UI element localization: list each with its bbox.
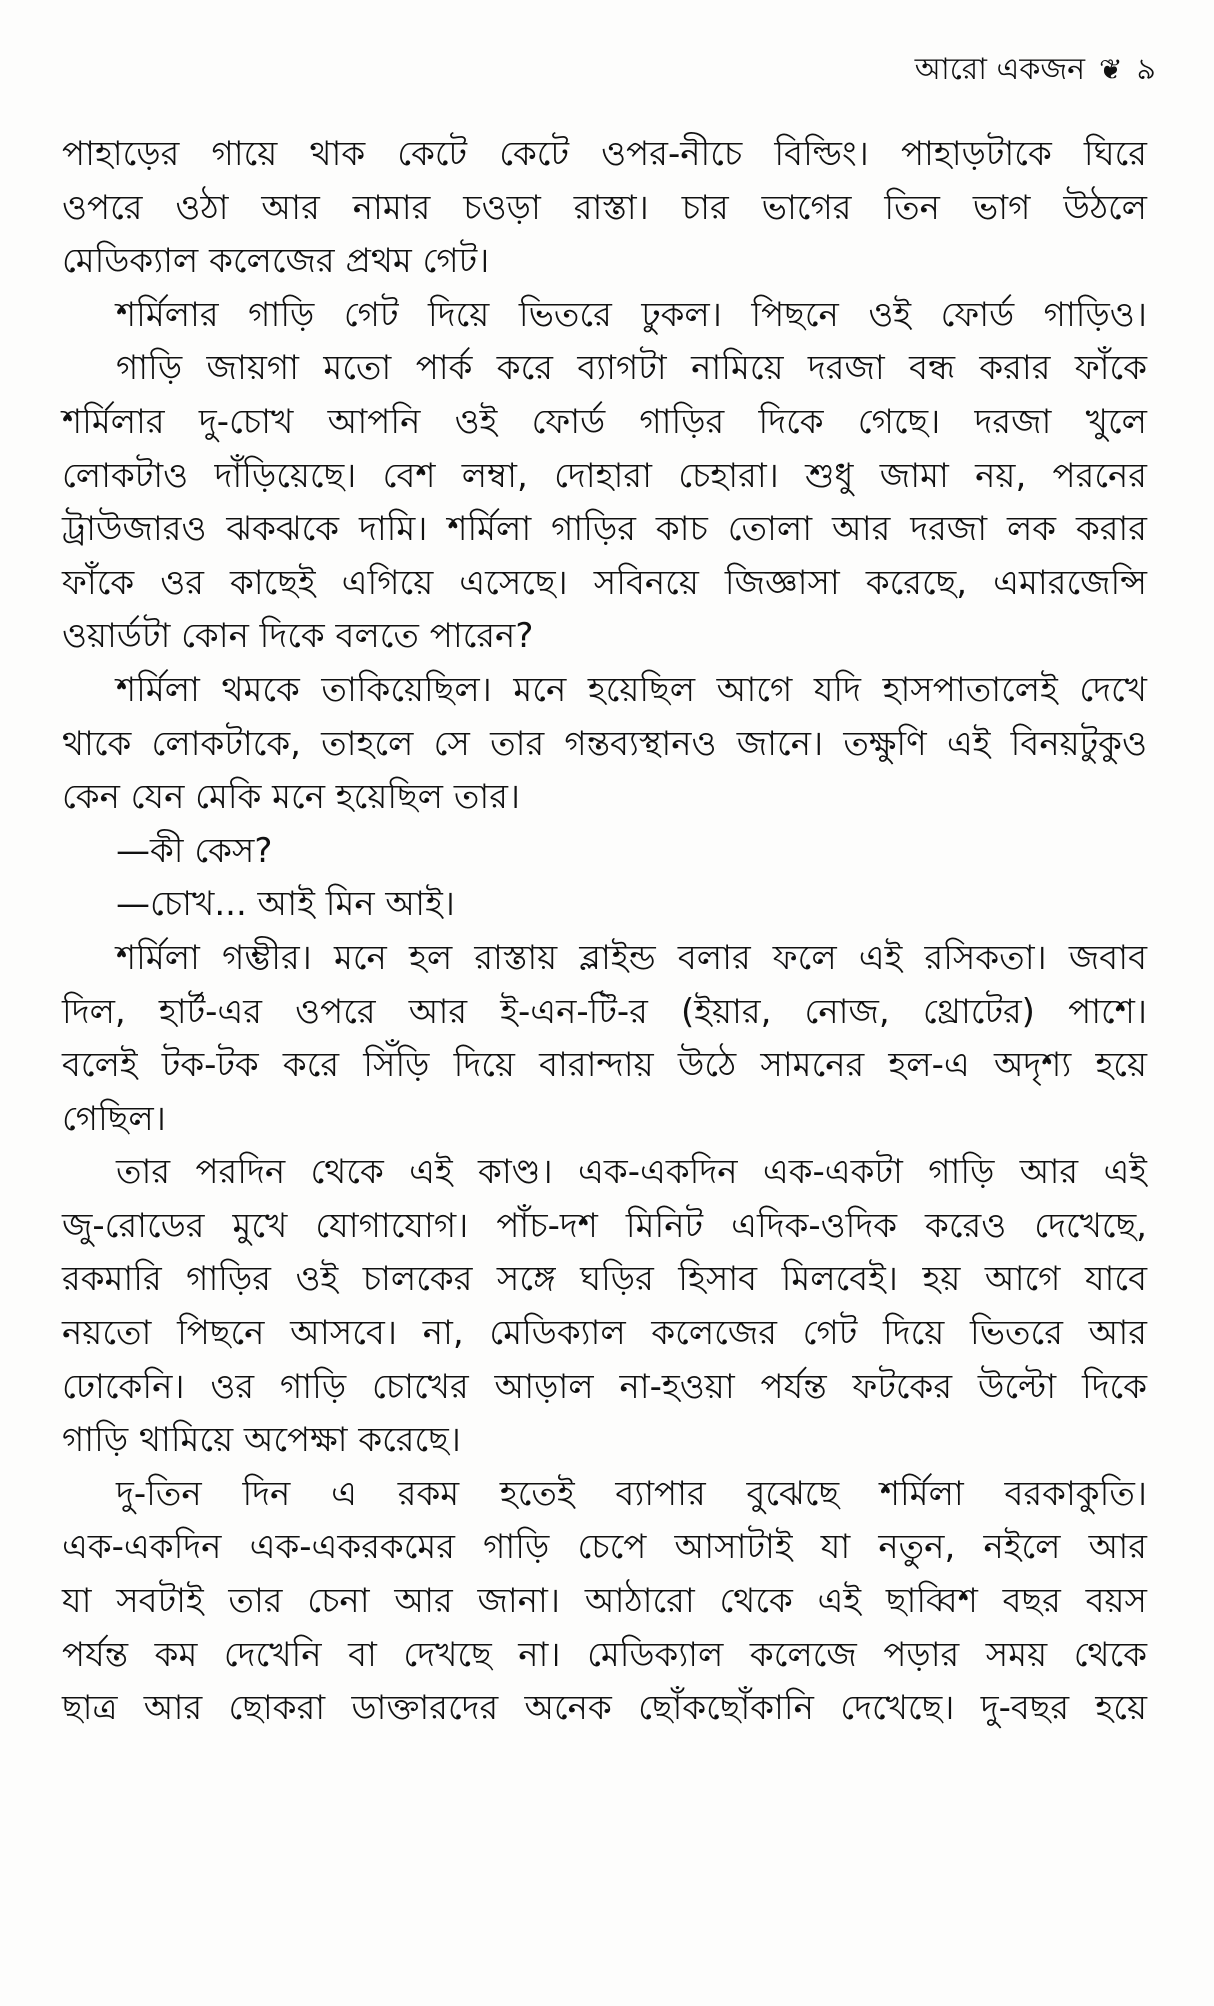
- paragraph-start-line: তার পরদিন থেকে এই কাণ্ড। এক-একদিন এক-একটা গাড়ি আর এই: [116, 1152, 1147, 1193]
- text-line: পর্যন্ত কম দেখেনি বা দেখছে না। মেডিক্যাল কলেজে পড়ার সময় থেকে: [62, 1634, 1147, 1675]
- text-line: ছাত্র আর ছোকরা ডাক্তারদের অনেক ছোঁকছোঁকানি দেখেছে। দু-বছর হয়ে: [62, 1688, 1147, 1729]
- page-number: ৯: [1136, 51, 1156, 87]
- running-header: [915, 48, 1156, 92]
- paragraph-start-line: শর্মিলা থমকে তাকিয়েছিল। মনে হয়েছিল আগে যদি হাসপাতালেই দেখে: [116, 669, 1147, 710]
- paragraph-start-line: শর্মিলা গম্ভীর। মনে হল রাস্তায় ব্লাইন্ড বলার ফলে এই রসিকতা। জবাব: [116, 937, 1147, 978]
- book-title: আরো একজন: [914, 51, 1086, 87]
- dialogue-line: —চোখ... আই মিন আই।: [116, 884, 455, 925]
- paragraph-start-line: গাড়ি জায়গা মতো পার্ক করে ব্যাগটা নামিয়ে দরজা বন্ধ করার ফাঁকে: [116, 348, 1147, 389]
- text-line: গাড়ি থামিয়ে অপেক্ষা করেছে।: [62, 1420, 461, 1461]
- text-line: রকমারি গাড়ির ওই চালকের সঙ্গে ঘড়ির হিসাব মিলবেই। হয় আগে যাবে: [62, 1259, 1147, 1300]
- dialogue-line: —কী কেস?: [116, 830, 273, 871]
- text-line: ঢোকেনি। ওর গাড়ি চোখের আড়াল না-হওয়া পর্যন্ত ফটকের উল্টো দিকে: [62, 1366, 1147, 1407]
- heart-ornament-icon: ❦: [1099, 53, 1123, 86]
- text-line: গেছিল।: [62, 1098, 166, 1139]
- text-line: ওপরে ওঠা আর নামার চওড়া রাস্তা। চার ভাগের তিন ভাগ উঠলে: [62, 187, 1147, 228]
- text-line: ওয়ার্ডটা কোন দিকে বলতে পারেন?: [62, 616, 534, 657]
- text-line: ট্রাউজারও ঝকঝকে দামি। শর্মিলা গাড়ির কাচ তোলা আর দরজা লক করার: [62, 509, 1147, 550]
- paragraph-start-line: শর্মিলার গাড়ি গেট দিয়ে ভিতরে ঢুকল। পিছনে ওই ফোর্ড গাড়িও।: [116, 294, 1147, 335]
- text-line: ফাঁকে ওর কাছেই এগিয়ে এসেছে। সবিনয়ে জিজ্ঞাসা করেছে, এমারজেন্সি: [62, 562, 1147, 603]
- text-line: কেন যেন মেকি মনে হয়েছিল তার।: [62, 777, 521, 818]
- text-line: নয়তো পিছনে আসবে। না, মেডিক্যাল কলেজের গেট দিয়ে ভিতরে আর: [62, 1313, 1147, 1354]
- text-line: লোকটাও দাঁড়িয়েছে। বেশ লম্বা, দোহারা চেহারা। শুধু জামা নয়, পরনের: [62, 455, 1147, 496]
- text-line: শর্মিলার দু-চোখ আপনি ওই ফোর্ড গাড়ির দিকে গেছে। দরজা খুলে: [62, 401, 1147, 442]
- text-line: মেডিক্যাল কলেজের প্রথম গেট।: [62, 241, 490, 282]
- text-line: থাকে লোকটাকে, তাহলে সে তার গন্তব্যস্থানও জানে। তক্ষুণি এই বিনয়টুকুও: [62, 723, 1147, 764]
- text-line: জু-রোডের মুখে যোগাযোগ। পাঁচ-দশ মিনিট এদিক-ওদিক করেও দেখেছে,: [62, 1205, 1147, 1246]
- text-line: বলেই টক-টক করে সিঁড়ি দিয়ে বারান্দায় উঠে সামনের হল-এ অদৃশ্য হয়ে: [62, 1045, 1147, 1086]
- text-line: পাহাড়ের গায়ে থাক কেটে কেটে ওপর-নীচে বিল্ডিং। পাহাড়টাকে ঘিরে: [62, 134, 1147, 174]
- body-text: [62, 128, 1147, 1736]
- text-line: দিল, হার্ট-এর ওপরে আর ই-এন-টি-র (ইয়ার, নোজ, থ্রোটের) পাশে।: [62, 991, 1147, 1032]
- text-line: এক-একদিন এক-একরকমের গাড়ি চেপে আসাটাই যা নতুন, নইলে আর: [62, 1527, 1147, 1568]
- paragraph-start-line: দু-তিন দিন এ রকম হতেই ব্যাপার বুঝেছে শর্মিলা বরকাকুতি।: [116, 1473, 1147, 1514]
- text-line: যা সবটাই তার চেনা আর জানা। আঠারো থেকে এই ছাব্বিশ বছর বয়স: [62, 1581, 1147, 1622]
